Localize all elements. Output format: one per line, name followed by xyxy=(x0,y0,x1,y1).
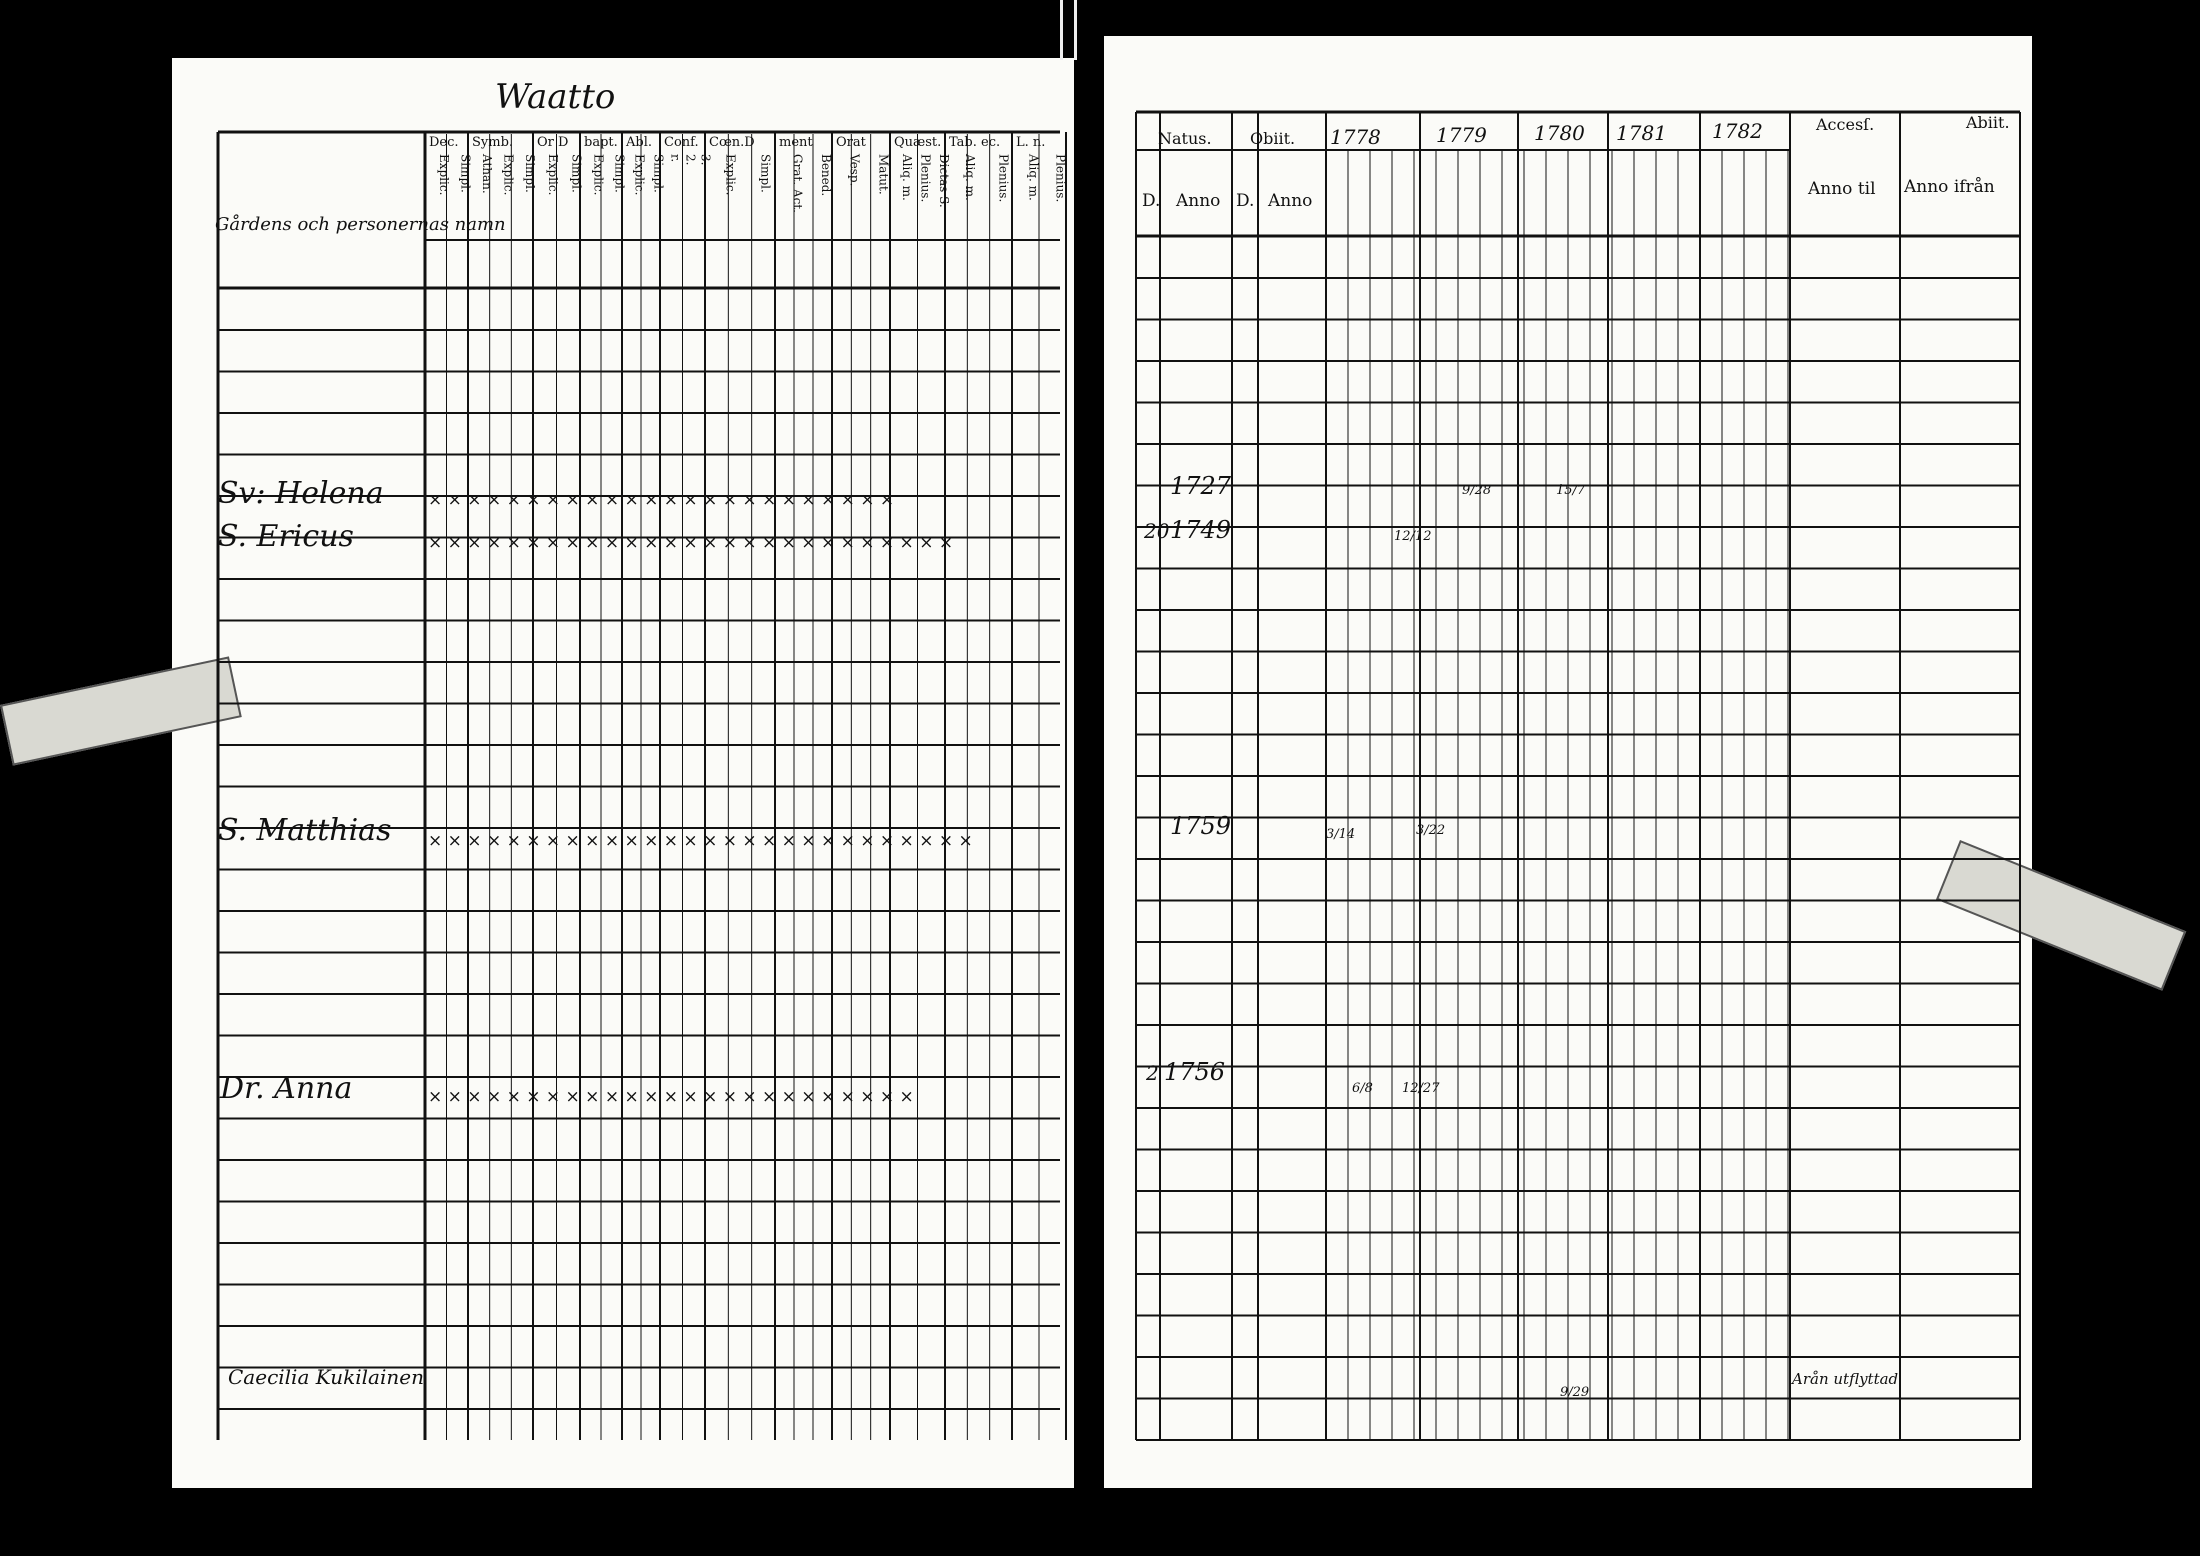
anno-ifran-label: Anno ifrån xyxy=(1904,177,1995,197)
entry-marks-2: × × × × × × × × × × × × × × × × × × × × × × × × × × × xyxy=(428,533,954,553)
natus-header: Natus. xyxy=(1158,129,1212,148)
note-1b: 15/7 xyxy=(1556,483,1586,498)
column-sub-label: Explic. xyxy=(723,154,738,196)
note-1a: 9/28 xyxy=(1462,483,1492,498)
column-sub-label: Dictas S. xyxy=(936,154,951,208)
column-sub-label: Grat. Act. xyxy=(790,154,805,213)
entry-name-2: S. Ericus xyxy=(218,519,354,554)
column-sub-label: Explic. xyxy=(632,154,647,196)
column-group-label: Dec. xyxy=(429,135,459,150)
column-sub-label: Simpl. xyxy=(569,154,584,193)
column-sub-label: Plenius. xyxy=(918,154,933,203)
column-sub-label: Explic. xyxy=(545,154,560,196)
birth-year-2: 1749 xyxy=(1170,516,1232,544)
note-5a: 9/29 xyxy=(1560,1385,1590,1400)
anno-til-label: Anno til xyxy=(1808,179,1876,199)
year-1779: 1779 xyxy=(1436,123,1487,147)
year-1780: 1780 xyxy=(1534,121,1585,145)
birth-year-1: 1727 xyxy=(1170,472,1232,500)
column-sub-label: 2. xyxy=(683,154,698,166)
birth-year-3: 1759 xyxy=(1170,812,1232,840)
village-name: Waatto xyxy=(495,77,616,117)
column-sub-label: Aliq. m. xyxy=(1026,154,1041,201)
column-sub-label: Simpl. xyxy=(458,154,473,193)
entry-name-3: S. Matthias xyxy=(218,813,392,848)
entry-name-4: Dr. Anna xyxy=(220,1071,353,1106)
column-sub-label: Simpl. xyxy=(523,154,538,193)
note-3b: 3/22 xyxy=(1416,823,1446,838)
entry-name-5: Caecilia Kukilainen xyxy=(228,1365,424,1389)
obiit-header: Obiit. xyxy=(1250,129,1296,148)
column-sub-label: Simpl. xyxy=(612,154,627,193)
grid-lines xyxy=(218,112,2020,1440)
year-1782: 1782 xyxy=(1712,119,1763,143)
column-sub-label: r. xyxy=(668,154,683,163)
column-sub-label: Plenius. xyxy=(996,154,1011,203)
column-group-label: bapt. xyxy=(584,135,618,150)
birth-prefix-4: 2 xyxy=(1146,1061,1159,1085)
column-group-label: Orat xyxy=(836,135,866,150)
entry-name-1: Sv: Helena xyxy=(218,476,384,511)
column-sub-label: Explic. xyxy=(591,154,606,196)
natus-d-label: D. xyxy=(1142,191,1161,211)
column-sub-label: Plenius. xyxy=(1053,154,1068,203)
column-group-label: Cœn.D xyxy=(709,135,755,150)
column-sub-label: Aliq. m. xyxy=(962,154,977,201)
note-4b: 12/27 xyxy=(1402,1081,1440,1096)
column-sub-label: Aliq. m. xyxy=(900,154,915,201)
abiit-header: Abiit. xyxy=(1966,113,2010,132)
column-group-label: Quæst. xyxy=(894,135,942,150)
column-sub-label: Simpl. xyxy=(758,154,773,193)
entry-marks-4: × × × × × × × × × × × × × × × × × × × × × × × × × xyxy=(428,1087,914,1107)
column-group-label: Conf. xyxy=(664,135,699,150)
column-sub-label: Simpl. xyxy=(651,154,666,193)
note-3a: 3/14 xyxy=(1326,827,1356,842)
year-1778: 1778 xyxy=(1330,125,1381,149)
accessit-header: Accesſ. xyxy=(1816,115,1875,134)
entry-marks-3: × × × × × × × × × × × × × × × × × × × × × × × × × × × × xyxy=(428,831,973,851)
column-sub-label: Vesp. xyxy=(847,154,862,187)
left-column-headers xyxy=(429,135,1068,213)
column-group-label: Symb. xyxy=(472,135,514,150)
entry-marks-1: × × × × × × × × × × × × × × × × × × × × × × × × xyxy=(428,490,895,510)
column-group-label: Tab. ec. xyxy=(949,135,1001,150)
column-sub-label: Explic. xyxy=(436,154,451,196)
column-sub-label: Athan. xyxy=(479,154,494,194)
column-sub-label: Explic. xyxy=(501,154,516,196)
abiit-entry-5: Arån utflyttad xyxy=(1792,1370,1899,1388)
name-column-header: Gårdens och personernas namn xyxy=(215,214,506,235)
column-group-label: ment xyxy=(779,135,813,150)
column-group-label: Or D xyxy=(537,135,569,150)
column-sub-label: 3. xyxy=(698,154,713,166)
column-sub-label: Bened. xyxy=(818,154,833,197)
obiit-d-label: D. xyxy=(1236,191,1255,211)
note-4a: 6/8 xyxy=(1352,1081,1373,1096)
birth-year-4: 1756 xyxy=(1164,1058,1226,1086)
birth-prefix-2: 20 xyxy=(1144,519,1170,543)
obiit-anno-label: Anno xyxy=(1268,191,1313,211)
column-group-label: Abl. xyxy=(626,135,652,150)
year-1781: 1781 xyxy=(1616,121,1667,145)
note-2a: 12/12 xyxy=(1394,529,1432,544)
column-sub-label: Matut. xyxy=(876,154,891,195)
column-group-label: L. n. xyxy=(1016,135,1046,150)
natus-anno-label: Anno xyxy=(1176,191,1221,211)
